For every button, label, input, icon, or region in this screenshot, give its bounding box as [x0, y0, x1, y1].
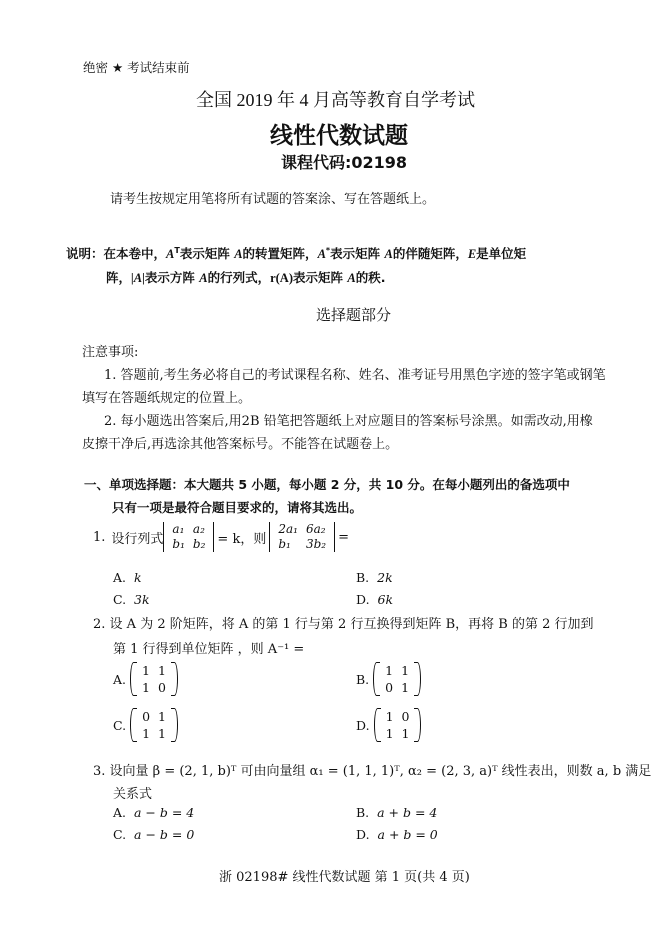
note-line-2: 阵，|A|表示方阵 A的行列式，r(A)表示矩阵 A的秩. [106, 270, 386, 285]
q1-option-c: C. 3k [113, 592, 150, 607]
q2-option-a: A. 1 1 1 0 [113, 662, 178, 696]
attention-item-2-line-2: 皮擦干净后,再选涂其他答案标号。不能答在试题卷上。 [82, 437, 399, 452]
q2-matrix-b: 1 1 0 1 [373, 662, 421, 696]
q3-option-c: C. a − b = 0 [113, 827, 195, 842]
q2-matrix-d: 1 0 1 1 [374, 708, 422, 742]
q2-matrix-a: 1 1 1 0 [130, 662, 178, 696]
q1-determinant-1: a₁ a₂ b₁ b₂ [163, 522, 214, 552]
q2-option-b: B. 1 1 0 1 [356, 662, 421, 696]
section-title: 选择题部分 [316, 306, 392, 324]
q1-text: 设行列式 [111, 531, 164, 547]
attention-item-1-line-1: 1. 答题前,考生务必将自己的考试课程名称、姓名、准考证号用黑色字迹的签字笔或钢笔 [104, 368, 606, 383]
q1-determinant-2: 2a₁ 6a₂ b₁ 3b₂ [269, 522, 335, 552]
question-3-line-2: 关系式 [113, 787, 153, 802]
q2-option-c: C. 0 1 1 1 [113, 708, 178, 742]
instruction-text: 请考生按规定用笔将所有试题的答案涂、写在答题纸上。 [110, 192, 436, 207]
attention-item-2-line-1: 2. 每小题选出答案后,用2B 铅笔把答题纸上对应题目的答案标号涂黑。如需改动,用橡 [104, 414, 593, 429]
q2-option-d: D. 1 0 1 1 [356, 708, 421, 742]
question-2-line-2: 第 1 行得到单位矩阵 ，则 A⁻¹ = [113, 642, 305, 657]
q1-eq2: = [338, 529, 349, 545]
question-1 [93, 522, 349, 552]
note-line-1: 说明：在本卷中，$A^T$表示矩阵 A的转置矩阵，A*表示矩阵 A的伴随矩阵，E是单位矩 [66, 245, 527, 261]
page-footer: 浙 02198# 线性代数试题 第 1 页(共 4 页) [219, 870, 470, 885]
part1-heading-line-2: 只有一项是最符合题目要求的，请将其选出。 [112, 500, 363, 515]
attention-item-1-line-2: 填写在答题纸规定的位置上。 [82, 391, 252, 406]
exam-title: 全国 2019 年 4 月高等教育自学考试 [196, 90, 475, 110]
q3-option-d: D. a + b = 0 [356, 827, 438, 842]
attention-label: 注意事项: [82, 345, 139, 360]
q1-eq1: = k，则 [217, 531, 267, 547]
q3-option-a: A. a − b = 4 [113, 805, 195, 820]
confidential-label: 绝密 ★ 考试结束前 [83, 60, 190, 75]
q3-option-b: B. a + b = 4 [356, 805, 438, 820]
paper-title: 线性代数试题 [270, 123, 408, 149]
q2-matrix-c: 0 1 1 1 [130, 708, 178, 742]
q1-option-b: B. 2k [356, 570, 393, 585]
q1-option-d: D. 6k [356, 592, 394, 607]
q1-number: 1. [93, 529, 106, 545]
question-2-line-1: 2. 设 A 为 2 阶矩阵，将 A 的第 1 行与第 2 行互换得到矩阵 B，再将 B 的第 2 行加到 [93, 617, 594, 632]
question-3-line-1: 3. 设向量 β = (2, 1, b)ᵀ 可由向量组 α₁ = (1, 1, 1)ᵀ, α₂ = (2, 3, a)ᵀ 线性表出，则数 a, b 满足 [93, 764, 652, 779]
course-code: 课程代码:02198 [281, 153, 408, 172]
part1-heading-line-1: 一、单项选择题：本大题共 5 小题，每小题 2 分，共 10 分。在每小题列出的备选项中 [84, 477, 570, 492]
q1-option-a: A. k [113, 570, 142, 585]
